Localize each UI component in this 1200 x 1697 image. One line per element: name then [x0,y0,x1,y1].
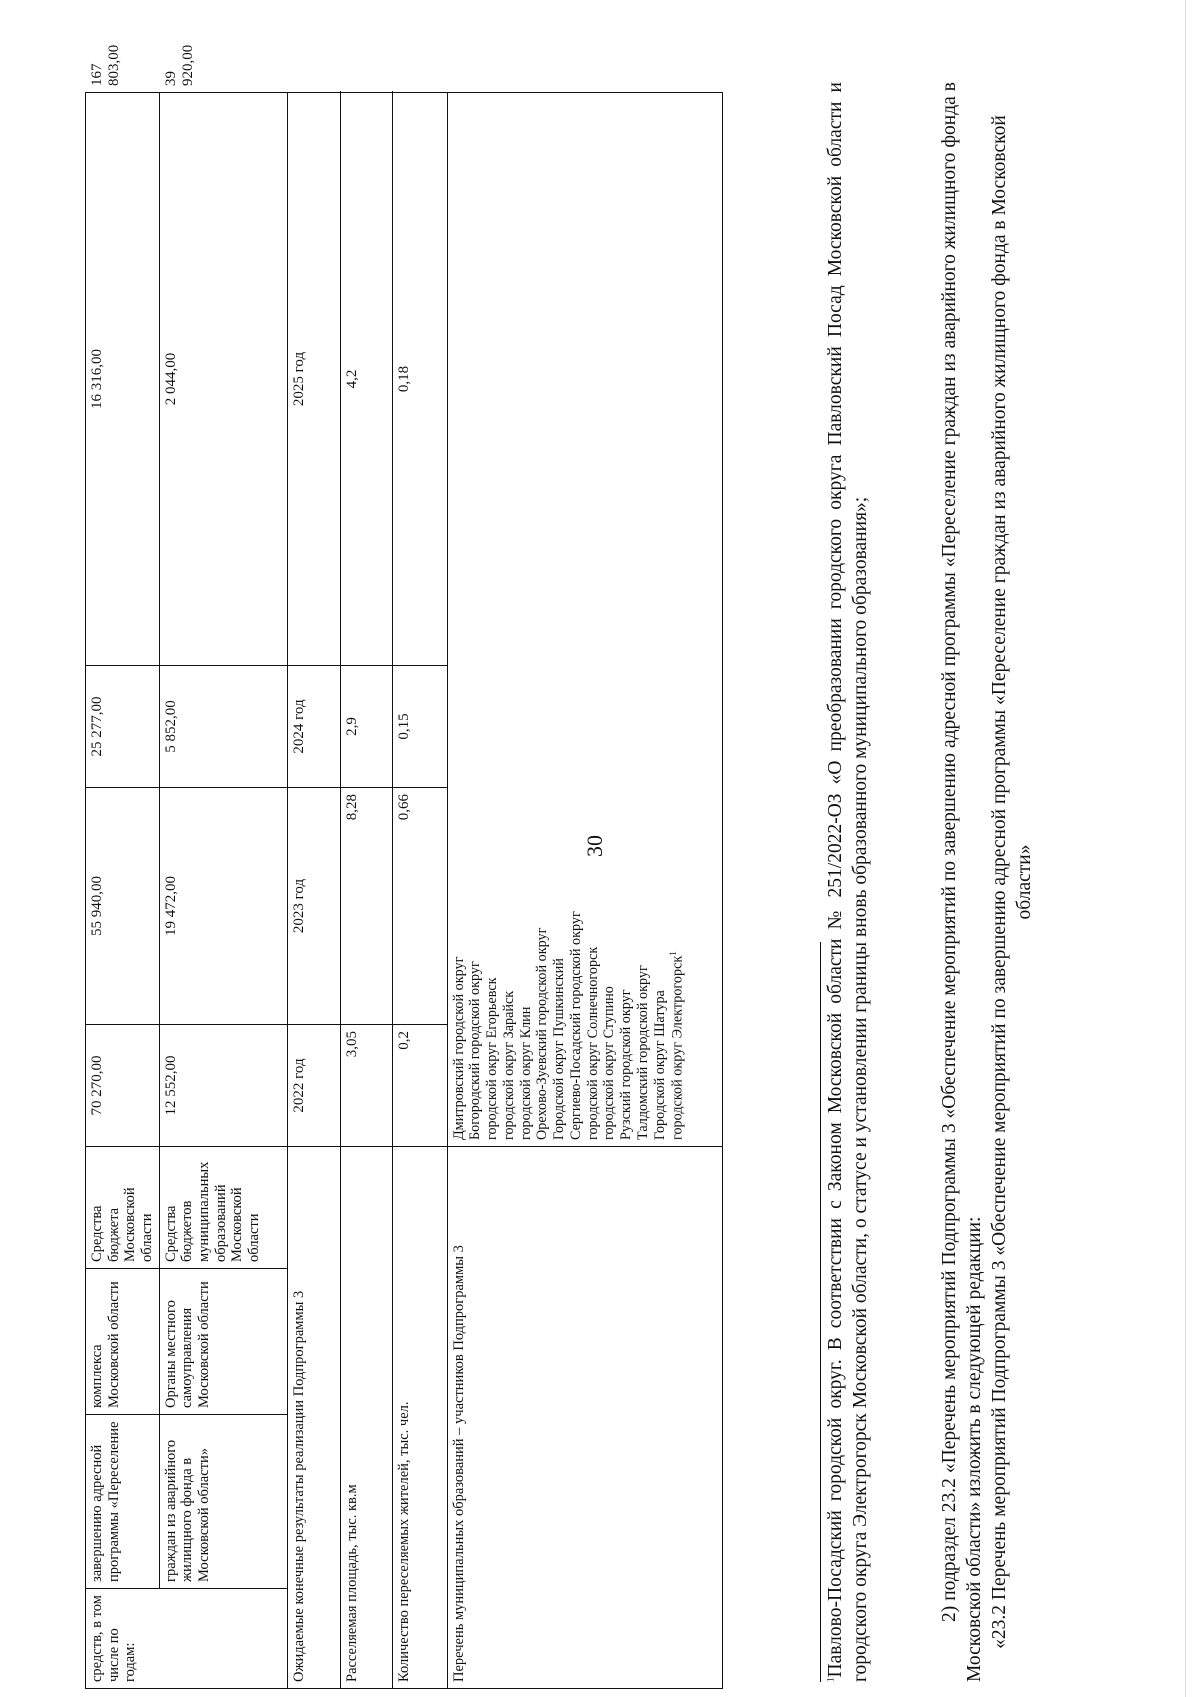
list-item: городской округ Зарайск [500,990,517,1140]
table-cell: 4,2 [340,93,392,666]
table-cell: завершению адресной программы «Переселение [86,1415,160,1589]
table-row [447,93,722,1689]
table-row [340,93,392,1689]
table-cell: 5 852,00 [159,666,287,788]
page-number: 30 [582,835,607,857]
municipalities-label: Перечень муниципальных образований – участников Подпрограммы 3 [447,1147,722,1689]
table-cell: 19 472,00 [159,788,287,1025]
paragraph-amendment: 2) подраздел 23.2 «Перечень мероприятий Подпрограммы 3 «Обеспечение мероприятий по завершению адресной программы «Переселение граждан из аварийного жилищного фонда в Московской области» изложить в следующей редакции: [939,82,985,1682]
table-cell: комплекса Московской области [86,1269,160,1415]
table-cell: средств, в том числе по годам: [86,1589,288,1689]
list-item: городской округ Клин [517,1006,534,1140]
list-item: Орехово-Зуевский городской округ [534,927,551,1140]
footnote-ref: 1 [668,951,679,956]
list-item: городской округ Солнечногорск [584,946,601,1140]
table-cell: граждан из аварийного жилищного фонда в Московской области» [159,1415,287,1589]
list-item [668,99,686,1140]
subprogram-table [85,44,723,1689]
table-cell: 2,9 [340,666,392,788]
municipalities-list [447,93,722,1147]
list-item: Богородский городской округ [467,961,484,1140]
footnote-mark: 1 [825,1677,836,1682]
list-item: Городской округ Пушкинский [551,958,568,1140]
year-header: 2025 год [287,93,340,666]
table-row: граждан из аварийного жилищного фонда в Московской области» Органы местного самоуправления Московской области Средства бюджетов муниципальных образований Московской области 12 552,00 19 472,00 5 852,00 2 044,00 39 920,00 [159,93,287,1689]
list-item: Сергиево-Посадский городской округ [567,911,584,1140]
year-header: 2023 год [287,788,340,1025]
results-label: Ожидаемые конечные результаты реализации Подпрограммы 3 [287,1147,340,1689]
year-header: 2022 год [287,1025,340,1147]
table-cell: 2 044,00 [159,93,287,666]
area-label: Расселяемая площадь, тыс. кв.м [340,1147,392,1689]
year-header: 2024 год [287,666,340,788]
list-item: Талдомский городской округ [634,965,651,1140]
footnote-text: Павлово-Посадский городской округ. В соответствии с Законом Московской области № 251/2022-ОЗ «О преобразовании городского округа Павловский Посад Московской области и городского округа Электрогорск Московской области, о статусе и установлении границы вновь образованного муниципального образования»; [825,82,871,1682]
table-row [392,93,447,1689]
table-cell: 0,15 [392,666,447,788]
list-item: городской округ Ступино [601,986,618,1140]
footnote [824,82,874,1682]
table-cell: Средства бюджета Московской области [86,1147,160,1269]
table-cell: 0,18 [392,93,447,666]
table-cell: 8,28 [340,788,392,1025]
table-row [287,93,340,1689]
residents-label: Количество переселяемых жителей, тыс. чел. [392,1147,447,1689]
list-item: городской округ Егорьевск [484,977,501,1140]
table-cell: 70 270,00 [86,1025,160,1147]
table-cell: 25 277,00 [86,666,160,788]
table-cell: 12 552,00 [159,1025,287,1147]
list-item: Дмитровский городской округ [450,956,467,1140]
section-heading: «23.2 Перечень мероприятий Подпрограммы 3 «Обеспечение мероприятий по завершению адресной программы «Переселение граждан из аварийного жилищного фонда в Московской области» [989,115,1035,1649]
table-cell: Средства бюджетов муниципальных образований Московской области [159,1147,287,1269]
table-cell: 0,66 [392,788,447,1025]
list-item: Городской округ Шатура [651,990,668,1140]
table-cell: 0,2 [392,1025,447,1147]
list-item: Рузский городской округ [618,989,635,1140]
table-cell: Органы местного самоуправления Московской области [159,1269,287,1415]
table-row: средств, в том числе по годам: завершению адресной программы «Переселение комплекса Московской области Средства бюджета Московской области 70 270,00 55 940,00 25 277,00 16 316,00 167 803,00 [86,93,160,1689]
footnote-separator [820,942,821,1682]
table-cell: 55 940,00 [86,788,160,1025]
table-cell: 3,05 [340,1025,392,1147]
list-item-text: городской округ Электрогорск [670,955,687,1140]
table-cell: 16 316,00 [86,93,160,666]
